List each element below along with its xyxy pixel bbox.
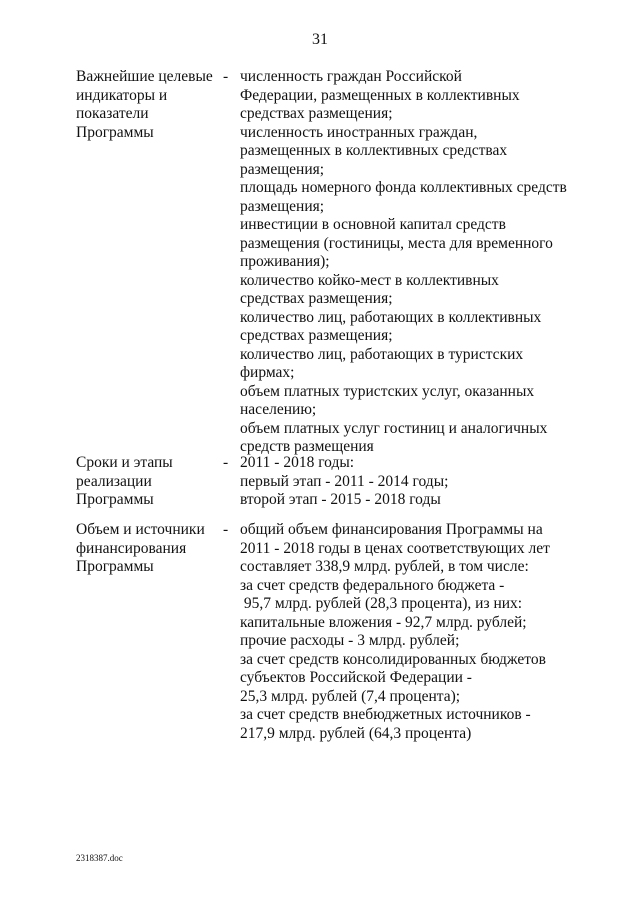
section-label	[76, 68, 229, 142]
footer-doc-id: 2318387.doc	[76, 853, 123, 863]
label-line: Программы	[76, 491, 154, 508]
content-line: первый этап - 2011 - 2014 годы;	[240, 472, 449, 490]
content-line: объем платных услуг гостиниц и аналогичных	[240, 419, 548, 437]
content-line: средствах размещения;	[240, 327, 393, 344]
content-line: второй этап - 2015 - 2018 годы	[240, 491, 441, 508]
label-line: индикаторы и	[76, 86, 168, 104]
content-line: размещенных в коллективных средствах	[240, 142, 508, 159]
content-line: за счет средств федерального бюджета -	[240, 576, 505, 594]
section-dash: -	[223, 521, 229, 538]
content-line: 2011 - 2018 годы в ценах соответствующих лет	[240, 539, 550, 557]
content-line: проживания);	[240, 253, 330, 270]
content-line: средствах размещения;	[240, 290, 393, 307]
label-line: финансирования	[76, 539, 187, 557]
content-line: численность граждан Российской	[240, 68, 462, 85]
label-line: реализации	[76, 472, 152, 490]
content-line: субъектов Российской Федерации -	[240, 669, 472, 686]
label-line: Программы	[76, 123, 154, 141]
content-line: размещения (гостиницы, места для временного	[240, 234, 553, 252]
section-content	[240, 454, 570, 510]
content-line: размещения;	[240, 160, 325, 178]
section-dash: -	[223, 68, 229, 85]
content-line: составляет 338,9 млрд. рублей, в том числе:	[240, 558, 529, 575]
label-line: показатели	[76, 105, 149, 122]
content-line: численность иностранных граждан,	[240, 123, 478, 141]
label-line: Объем и источники	[76, 521, 205, 538]
content-line: объем платных туристских услуг, оказанных	[240, 382, 535, 400]
content-line: 217,9 млрд. рублей (64,3 процента)	[240, 724, 472, 742]
section-content	[240, 68, 570, 457]
section-label	[76, 454, 229, 510]
content-line: общий объем финансирования Программы на	[240, 521, 543, 538]
section-timeline	[0, 454, 640, 514]
section-dash: -	[223, 454, 229, 471]
section-funding	[0, 521, 640, 746]
section-label	[76, 521, 229, 577]
content-line: количество лиц, работающих в коллективных	[240, 308, 542, 326]
content-line: прочие расходы - 3 млрд. рублей;	[240, 632, 460, 649]
content-line: средств размещения	[240, 438, 374, 455]
label-line: Программы	[76, 558, 154, 575]
label-line: Сроки и этапы	[76, 454, 173, 471]
section-content	[240, 521, 570, 743]
content-line: размещения;	[240, 197, 325, 215]
section-indicators	[0, 68, 640, 468]
content-line: 95,7 млрд. рублей (28,3 процента), из них:	[240, 595, 523, 612]
content-line: населению;	[240, 401, 317, 418]
content-line: Федерации, размещенных в коллективных	[240, 86, 520, 104]
page-number: 31	[312, 31, 328, 48]
content-line: 2011 - 2018 годы:	[240, 454, 355, 471]
content-line: количество койко-мест в коллективных	[240, 271, 499, 289]
content-line: средствах размещения;	[240, 105, 393, 122]
content-line: капитальные вложения - 92,7 млрд. рублей;	[240, 613, 527, 631]
content-line: площадь номерного фонда коллективных средств	[240, 179, 567, 196]
content-line: количество лиц, работающих в туристских	[240, 345, 524, 363]
content-line: фирмах;	[240, 364, 295, 381]
content-line: за счет средств внебюджетных источников -	[240, 706, 531, 723]
content-line: за счет средств консолидированных бюджетов	[240, 650, 546, 668]
label-line: Важнейшие целевые	[76, 68, 213, 85]
content-line: инвестиции в основной капитал средств	[240, 216, 506, 233]
content-line: 25,3 млрд. рублей (7,4 процента);	[240, 687, 461, 705]
